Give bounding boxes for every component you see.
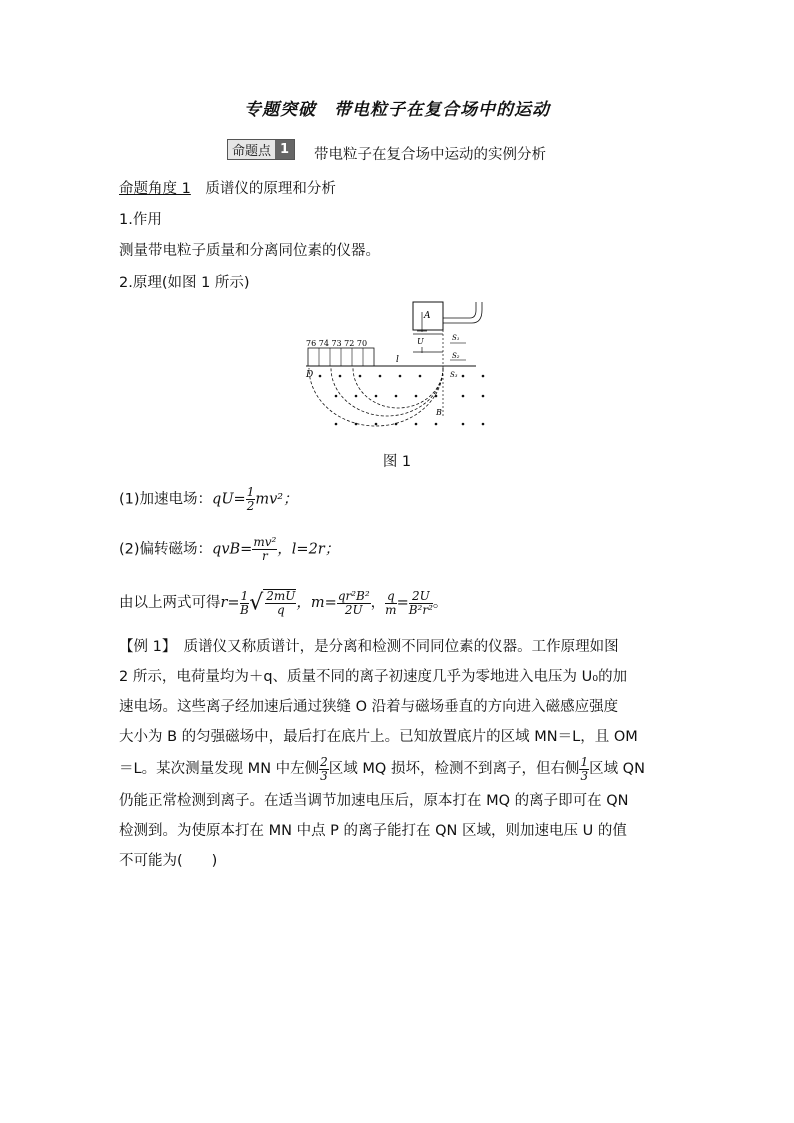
section1-body: 测量带电粒子质量和分离同位素的仪器。 xyxy=(119,243,380,259)
label-l: l xyxy=(396,355,399,365)
figure-caption: 图 1 xyxy=(382,454,412,470)
formula-1: (1)加速电场：qU= $\frac{1}{2}$ mv²； xyxy=(119,485,298,513)
label-B: B xyxy=(436,408,442,417)
angle-heading xyxy=(119,177,336,198)
label-S1: S₁ xyxy=(452,334,460,342)
magnetic-field-dots xyxy=(319,375,485,426)
section1-heading: 1.作用 xyxy=(119,212,162,228)
example-line-8: 不可能为( ) xyxy=(119,853,218,869)
ion-path-middle xyxy=(331,368,443,416)
badge-heading: 带电粒子在复合场中运动的实例分析 xyxy=(314,147,546,163)
angle-text: 质谱仪的原理和分析 xyxy=(205,181,336,197)
formula-2: (2)偏转磁场：qvB= $\frac{\text{mv²}}{r}$ ，l=2r； xyxy=(119,535,340,563)
scale-numbers: 76 74 73 72 70 xyxy=(306,339,368,348)
topic-badge xyxy=(227,139,295,160)
gas-inlet xyxy=(443,302,482,323)
example-line-4: 大小为 B 的匀强磁场中，最后打在底片上。已知放置底片的区域 MN＝L，且 OM xyxy=(119,729,638,745)
label-D: D xyxy=(306,370,314,380)
label-A: A xyxy=(424,311,431,321)
angle-label: 命题角度 1 xyxy=(119,181,191,197)
mass-spectrometer-diagram xyxy=(300,298,500,438)
page-title: 专题突破 带电粒子在复合场中的运动 xyxy=(244,100,550,120)
formula-3: 由以上两式可得r= $\frac{1}{B}$ √ $\frac{2mU}{q}$ ，m= $\frac{\text{qr²B²}}{2U}$ ， $\frac{q}{m}$ = $\frac{2U}{\text{B²r²}}$ 。 xyxy=(119,588,448,617)
example-line-1: 【例 1】 质谱仪又称质谱计，是分离和检测不同同位素的仪器。工作原理如图 xyxy=(119,639,619,655)
section2-heading: 2.原理(如图 1 所示) xyxy=(119,275,250,291)
badge-label: 命题点 xyxy=(232,144,272,159)
example-line-5: ＝L。某次测量发现 MN 中左侧 $\frac{2}{3}$ 区域 MQ 损坏，检测不到离子，但右侧 $\frac{1}{3}$ 区域 QN xyxy=(119,754,645,783)
ion-path-inner xyxy=(353,368,443,408)
label-S2: S₂ xyxy=(452,352,460,360)
badge-number: 1 xyxy=(275,140,294,159)
example-line-3: 速电场。这些离子经加速后通过狭缝 O 沿着与磁场垂直的方向进入磁感应强度 xyxy=(119,699,619,715)
example-line-6: 仍能正常检测到离子。在适当调节加速电压后，原本打在 MQ 的离子即可在 QN xyxy=(119,793,629,809)
example-line-7: 检测到。为使原本打在 MN 中点 P 的离子能打在 QN 区域，则加速电压 U 的值 xyxy=(119,823,627,839)
label-U: U xyxy=(417,337,424,346)
example-paragraph xyxy=(119,632,679,876)
label-S3: S₃ xyxy=(450,371,458,379)
example-line-2: 2 所示，电荷量均为＋q、质量不同的离子初速度几乎为零地进入电压为 U₀的加 xyxy=(119,669,628,685)
